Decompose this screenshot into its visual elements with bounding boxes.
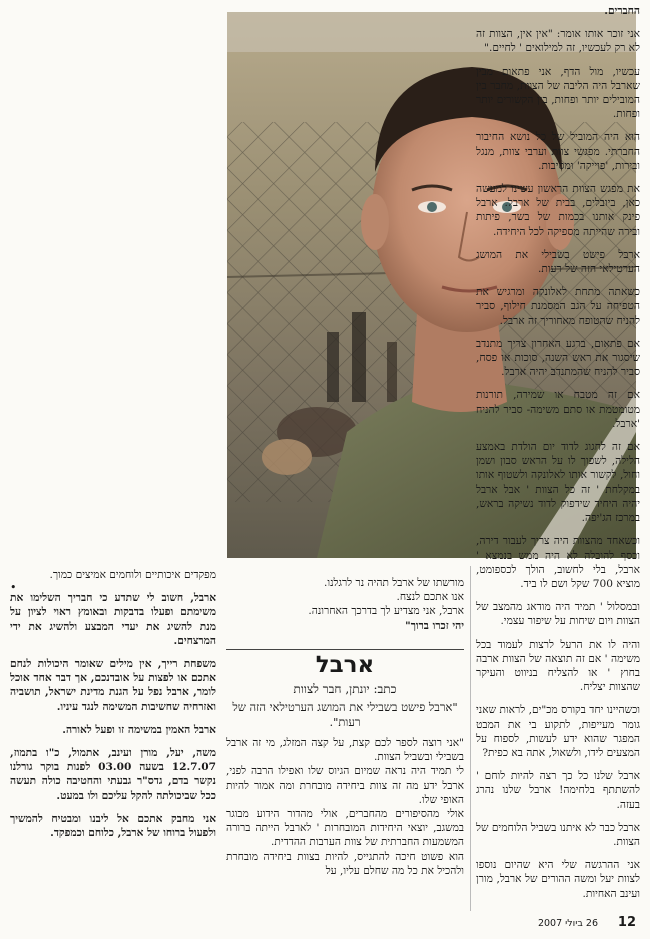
article-byline: כתב: יונתן, חבר לצוות bbox=[293, 681, 397, 696]
paragraph: את מפגש הצוות הראשון עשינו למעשה כאן, ביובלים, בבית של ארבל. ארבל פינק אותנו בכמות של בשר, פיתות ובירה שהייתה מספיקה לכל היחידה. bbox=[476, 183, 640, 238]
paragraph: עכשיו, מול הדף, אני פתאום מבין שארבל היה הליבה של הצוות, מחבר בין המובילים יותר ופחות, בין הקשורים יותר ופחות. bbox=[476, 65, 640, 121]
paragraph: הוא היה המוביל של כל נושא החיבור החברתי. מפגשי צוות וערבי צוות, מנגל ובירות, 'פוייקה' ומסיבות. bbox=[476, 131, 640, 172]
paragraph: מורשתו של ארבל תהיה נר לרגלנו. bbox=[324, 577, 464, 589]
middle-column bbox=[226, 576, 464, 911]
paragraph: ארבל כבר לא איתנו בשביל הלוחמים של הצוות. bbox=[476, 821, 640, 848]
paragraph: ארבל האמין במשימה זו ופעל לאורה. bbox=[62, 723, 216, 736]
paragraph: והיה לו את הרעל לרצות לעמוד בכל משימה ' אם זה תוצאה של הצוות ארבה בחוץ ' או להצליח בניווט והעיקר שהצוות יצליח. bbox=[476, 638, 640, 694]
paragraph: "אני רוצה לספר לכם קצת, על קצה המזלג, מי זה ארבל בשבילי ובשביל הצוות. bbox=[226, 737, 464, 764]
paragraph: אנו אתכם לנצח. bbox=[396, 591, 464, 604]
right-column bbox=[476, 4, 640, 904]
paragraph: ארבל פישט בשבילי את המושג הערטילאי הזה של רעות. bbox=[476, 248, 640, 276]
section-rule bbox=[226, 649, 464, 650]
paragraph: אולי מהסיפורים מהחברים, אולי מהדור הידוע מבוגר במשגב, יוצאי היחידות המובחרות ' לארבל הייתה ברורה המשמעות החברתית של צוות הערבות ההדדית. bbox=[226, 808, 464, 849]
paragraph: וכשהיינו יחד בקורס מכ"ים, לראות שאני גומר מעייפות, לתקוע בי את המבט המפגר שהוא ידע לעשות, לספוח על המצעים לידו, ולשאול, אתה בא כפית? bbox=[476, 704, 640, 759]
article-title: ארבל bbox=[315, 651, 375, 678]
paragraph: ארבל, אני מצדיע לך בדרכך האחרונה. bbox=[308, 605, 464, 618]
paragraph: כשאתה מתחת לאלונקה ומרגיש את הטפיחה על הגב המסמנת חילוף, סביר להניח שהטופח מאחוריך זה ארבל. bbox=[476, 286, 640, 327]
paragraph: אני זוכר אותו אומר: "אין אין, הצוות זה לא רק לעכשיו, זה למילואים ' לחיים." bbox=[476, 28, 640, 55]
paragraph: וכשאחד מהצוות היה צריך לעבור דירה, וכסף להובלה לא היה ממש בנמצא ' ארבל, בלי לחשוב, הולך לכספומט, מוציא 700 שקל ושם לו ביד. bbox=[476, 535, 640, 590]
paragraph: הוא פשוט חיכה להתגייס, להיות בצוות ביחידה מובחרת ולהכיל את כל מה שחלם עליו, על bbox=[226, 850, 464, 877]
paragraph: לי תמיד היה נראה שמיום הגיוס שלו ואפילו הרבה לפני, ארבל ידע מה זה צוות ביחידה מובחרת ומה אמור להיות האופי שלו. bbox=[226, 765, 464, 806]
paragraph: החברים. bbox=[604, 5, 640, 17]
paragraph: אם זה מטבח או שמירה, תורנות מטומטמת או סתם משימה- סביר להניח 'ארבל. bbox=[476, 389, 640, 430]
paragraph: משפחת רייך, אין מילים שאומר היכולות לנחם אתכם או לפצות על אובדנכם, אך דבר אחד אוכל לומר, ארבל נפל על הגנת מדינת ישראל, תושביה ואזרחיה שחשיבות המשימה לנגד עיניו. bbox=[10, 658, 216, 713]
paragraph: ארבל, חשוב לי שתדע כי חבריך השלימו את משימתם ופעלו בדבקות ובאומץ ראוי לציון על מנת להשיג את יעדי המבצע ולהשיג את ידי המרצחים. bbox=[10, 592, 216, 647]
left-column bbox=[10, 568, 216, 908]
paragraph: אני מחבק אתכם אל ליבנו ומבטיח להמשיך ולפעול ברוחו של ארבל, כלוחם וכמפקד. bbox=[10, 812, 216, 840]
page-footer bbox=[10, 915, 640, 935]
paragraph: ובמסלול ' תמיד היה מודאג מהמצב של הצוות ויום שיחות על שיפור עצמי. bbox=[476, 601, 640, 628]
bullet-icon: • bbox=[10, 581, 17, 594]
paragraph: ארבל שלנו כל כך רצה להיות לוחם ' להשתתף בלחימה! ארבל שלנו נהרג בעזה. bbox=[476, 770, 640, 811]
issue-date: 26 ביולי 2007 bbox=[537, 918, 598, 929]
paragraph: אני ההרגשה שלי היא שהיום נוספו לצוות יעל ומשה ההורים של ארבל, מורן ועינב האחיות. bbox=[476, 859, 640, 900]
closing-line: יהי זכרו ברוך" bbox=[405, 619, 464, 632]
column-divider bbox=[470, 566, 471, 911]
paragraph: אם פתאום, ברגע האחרון צריך מתנדב שיסגור את ראש השנה, סוכות או פסח, סביר להניח שהמתנדב יהיה ארבל. bbox=[476, 337, 640, 379]
page-number: 12 bbox=[617, 915, 636, 930]
paragraph: אם זה לחגוג לדוד יום הולדת באמצע הלילה, לשפוך לו על הראש סבון ושמן וחול, לקשור אותו לאלונקה ולשטוף אותו במקלחת ' זה כל הצוות ' אבל ארבל יהיה היחיד שידפוק לדוד נשיקה בראש, במרכז הג'יפה. bbox=[476, 441, 640, 525]
article-pull-quote: "ארבל פישט בשבילי את המושג הערטילאי הזה של רעות". bbox=[232, 700, 458, 730]
paragraph: משה, יעל, מורן ועינב, אתמול, כ"ו בתמוז, 12.7.07 בשעה 03.00 לפנות בוקר גורלנו נקשר בדם, גדס"ר גבעתי והחטיבה כולה תעשה ככל שביכולתה להקל עליכם ולו במעט. bbox=[10, 747, 216, 802]
paragraph: מפקדים איכותיים ולוחמים אמיצים כמוך. bbox=[49, 569, 216, 581]
